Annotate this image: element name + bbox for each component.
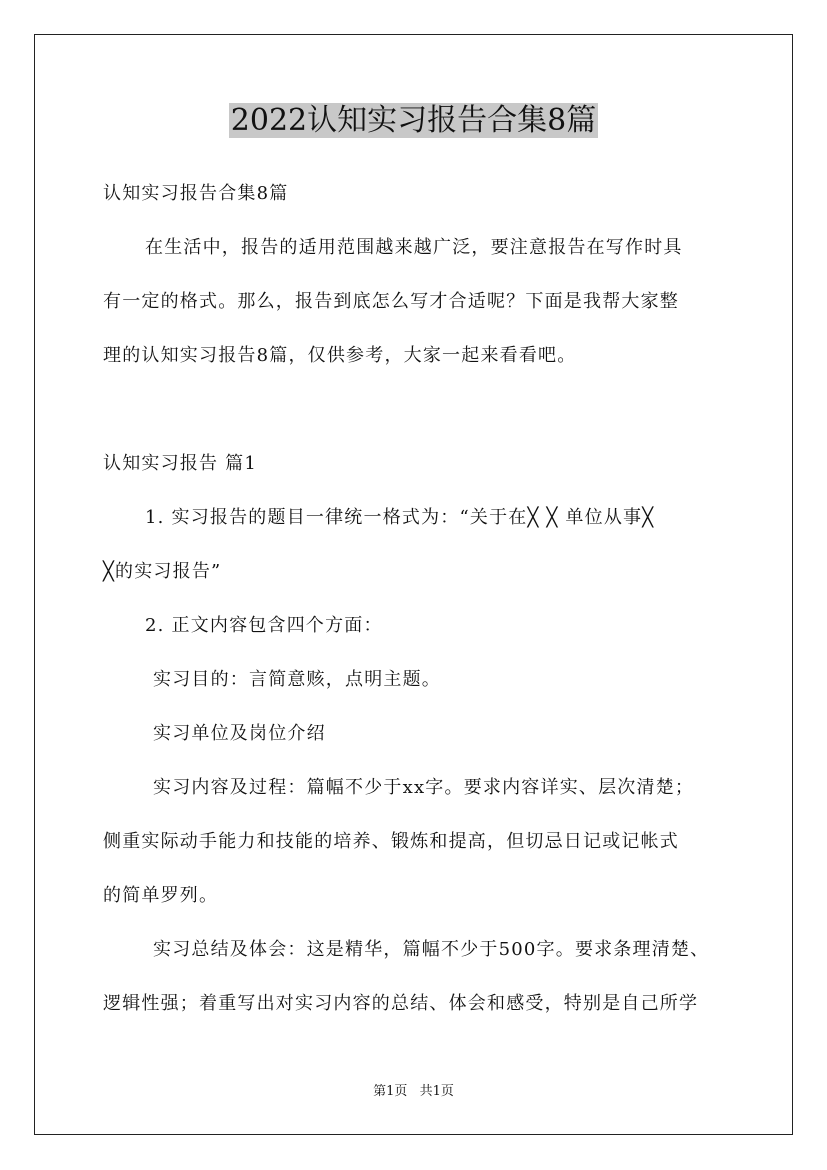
content-line-2: 侧重实际动手能力和技能的培养、锻炼和提高，但切忌日记或记帐式 [103,831,679,852]
item1-line-2: ╳的实习报告” [103,561,222,582]
document-title-wrap [0,100,827,142]
content-line-3: 的简单罗列。 [103,885,219,906]
subtitle: 认知实习报告合集8篇 [103,183,289,204]
page-footer [0,1083,827,1101]
item2-line: 2. 正文内容包含四个方面： [145,615,383,636]
section-heading: 认知实习报告 篇1 [103,453,257,474]
summary-line-1: 实习总结及体会：这是精华，篇幅不少于500字。要求条理清楚、 [153,939,710,960]
item1-line-1: 1. 实习报告的题目一律统一格式为：“关于在╳ ╳ 单位从事╳ [145,507,655,528]
purpose-line: 实习目的：言简意赅，点明主题。 [153,669,441,690]
intro-line-2: 有一定的格式。那么，报告到底怎么写才合适呢？下面是我帮大家整 [103,291,679,312]
unit-intro-line: 实习单位及岗位介绍 [153,723,326,744]
document-title: 2022认知实习报告合集8篇 [230,103,597,138]
content-line-1: 实习内容及过程：篇幅不少于xx字。要求内容详实、层次清楚； [153,777,695,798]
intro-line-3: 理的认知实习报告8篇，仅供参考，大家一起来看看吧。 [103,345,577,366]
summary-line-2: 逻辑性强；着重写出对实习内容的总结、体会和感受，特别是自己所学 [103,993,699,1014]
page-total: 共1页 [419,1084,454,1099]
intro-line-1: 在生活中，报告的适用范围越来越广泛，要注意报告在写作时具 [145,237,683,258]
page-number: 第1页 [373,1084,408,1099]
